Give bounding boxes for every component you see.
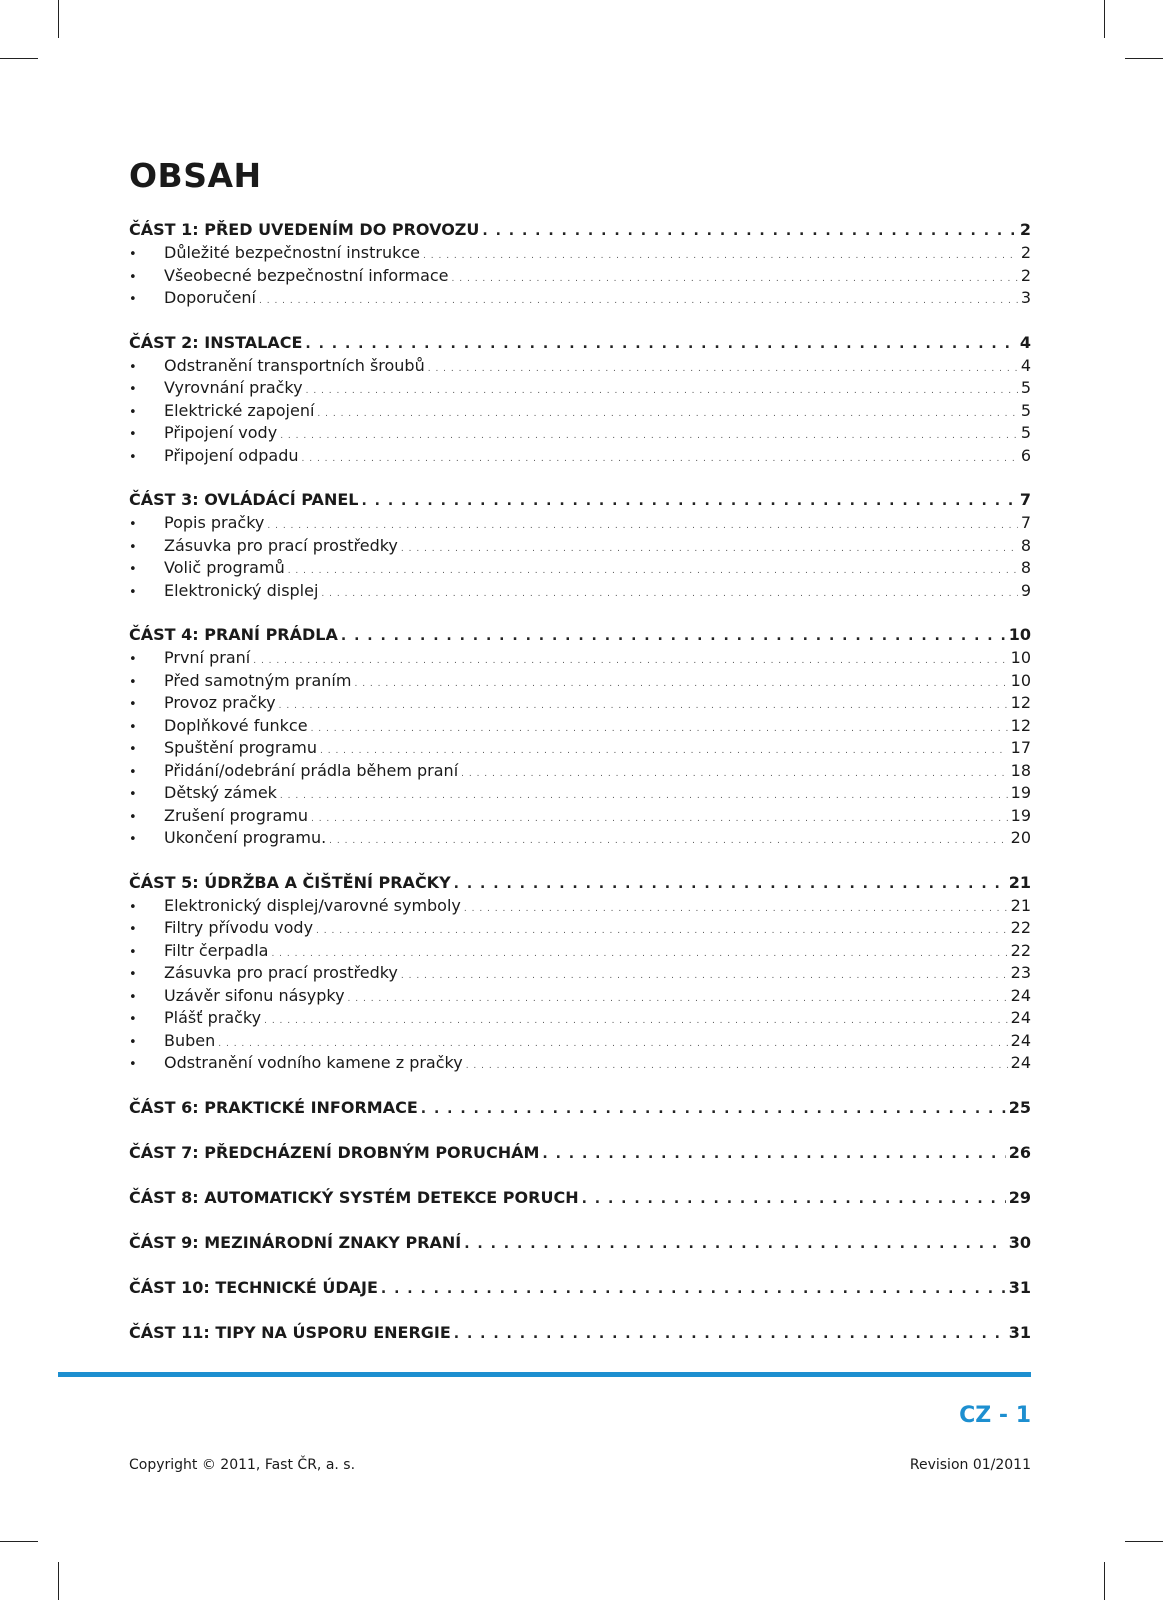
- toc-section-title: ČÁST 11: TIPY NA ÚSPORU ENERGIE: [129, 1322, 451, 1342]
- toc-section-title: ČÁST 4: PRANÍ PRÁDLA: [129, 625, 338, 644]
- toc-section-title: ČÁST 5: ÚDRŽBA A ČIŠTĚNÍ PRAČKY: [129, 872, 451, 892]
- dot-leader: [466, 1061, 1008, 1071]
- toc-entry[interactable]: [129, 558, 1031, 581]
- toc-section-title: ČÁST 9: MEZINÁRODNÍ ZNAKY PRANÍ: [129, 1232, 462, 1252]
- toc-entry-page: 24: [1010, 1053, 1031, 1072]
- dot-leader: [461, 769, 1008, 779]
- page-title: OBSAH: [129, 156, 262, 195]
- bullet-icon: •: [129, 562, 137, 577]
- toc-entry-label: Popis pračky: [164, 513, 265, 532]
- toc-entry-label: Odstranění transportních šroubů: [164, 355, 425, 375]
- toc-entry-page: 8: [1020, 558, 1031, 577]
- toc-section-page: 10: [1008, 625, 1031, 644]
- toc-entry[interactable]: [129, 1053, 1031, 1076]
- toc-entry-page: 7: [1020, 513, 1031, 532]
- bullet-icon: •: [129, 989, 137, 1005]
- toc-entry-label: Všeobecné bezpečnostní informace: [164, 265, 449, 285]
- dot-leader: [329, 836, 1007, 846]
- toc-entry-page: 22: [1010, 940, 1031, 960]
- toc-entry[interactable]: [129, 693, 1031, 716]
- toc-entry[interactable]: [129, 648, 1031, 671]
- toc-entry-page: 9: [1020, 580, 1031, 600]
- toc-section-page: 25: [1008, 1097, 1031, 1117]
- toc-entry-page: 19: [1010, 783, 1031, 802]
- toc-section-heading[interactable]: [129, 873, 1031, 896]
- dot-leader: [279, 701, 1008, 711]
- crop-mark: [58, 0, 59, 38]
- toc-section: [129, 1278, 1031, 1301]
- toc-entry-page: 5: [1020, 400, 1031, 420]
- toc-entry-label: Elektronický displej/varovné symboly: [164, 895, 461, 915]
- toc-entry[interactable]: [129, 783, 1031, 806]
- bullet-icon: •: [129, 449, 137, 465]
- toc-entry[interactable]: [129, 1008, 1031, 1031]
- toc-entry-page: 6: [1020, 445, 1031, 465]
- toc-section-title: ČÁST 7: PŘEDCHÁZENÍ DROBNÝM PORUCHÁM: [129, 1142, 540, 1162]
- bullet-icon: •: [129, 899, 137, 915]
- toc-entry-label: Zásuvka pro prací prostředky: [164, 535, 398, 555]
- dot-leader: [271, 949, 1007, 959]
- toc-entry-label: Elektronický displej: [164, 580, 319, 600]
- dot-leader: [452, 274, 1018, 284]
- dot-leader: [264, 1016, 1008, 1026]
- bullet-icon: •: [129, 517, 137, 532]
- footer-rule: [58, 1372, 1031, 1377]
- toc-entry[interactable]: [129, 243, 1031, 266]
- dot-leader: [259, 296, 1018, 306]
- toc-section-page: 29: [1008, 1187, 1031, 1207]
- toc-entry[interactable]: [129, 513, 1031, 536]
- toc-entry-label: Spuštění programu: [164, 738, 318, 757]
- dot-leader: [253, 656, 1007, 666]
- toc-entry-page: 10: [1010, 670, 1031, 690]
- toc-entry-label: Dětský zámek: [164, 783, 277, 802]
- toc-entry-page: 19: [1010, 805, 1031, 825]
- dot-leader: [428, 364, 1018, 374]
- bullet-icon: •: [129, 427, 137, 442]
- toc-entry-page: 24: [1010, 1030, 1031, 1050]
- dot-leader: [454, 1326, 1006, 1342]
- dot-leader: [582, 1191, 1006, 1207]
- toc-section-page: 31: [1008, 1322, 1031, 1342]
- toc-entry[interactable]: [129, 401, 1031, 424]
- toc-entry-label: Zásuvka pro prací prostředky: [164, 963, 398, 982]
- bullet-icon: •: [129, 832, 137, 847]
- dot-leader: [316, 926, 1008, 936]
- dot-leader: [288, 566, 1018, 576]
- crop-mark: [1125, 1541, 1163, 1542]
- toc-section-heading[interactable]: [129, 333, 1031, 356]
- dot-leader: [311, 814, 1008, 824]
- toc-section: [129, 490, 1031, 603]
- crop-mark: [1104, 1562, 1105, 1600]
- dot-leader: [317, 409, 1017, 419]
- toc-section-heading[interactable]: [129, 1188, 1031, 1211]
- toc-entry-label: Ukončení programu.: [164, 828, 327, 847]
- copyright-text: Copyright © 2011, Fast ČR, a. s.: [129, 1457, 356, 1473]
- toc-entry-page: 8: [1020, 535, 1031, 555]
- toc-entry-page: 18: [1010, 760, 1031, 780]
- toc-entry-label: Připojení vody: [164, 423, 278, 442]
- toc-entry-label: Provoz pračky: [164, 693, 276, 712]
- bullet-icon: •: [129, 674, 137, 690]
- toc-entry-page: 23: [1010, 963, 1031, 982]
- bullet-icon: •: [129, 944, 137, 960]
- crop-mark: [1125, 58, 1163, 59]
- toc-entry-page: 22: [1010, 918, 1031, 937]
- toc-section-heading[interactable]: [129, 1098, 1031, 1121]
- dot-leader: [354, 679, 1007, 689]
- toc-section-heading[interactable]: [129, 220, 1031, 243]
- bullet-icon: •: [129, 269, 137, 285]
- dot-leader: [381, 1281, 1006, 1297]
- toc-entry-label: Uzávěr sifonu násypky: [164, 985, 345, 1005]
- toc-entry-page: 12: [1010, 715, 1031, 735]
- bullet-icon: •: [129, 382, 137, 397]
- toc-entry[interactable]: [129, 806, 1031, 829]
- toc-entry-label: Zrušení programu: [164, 805, 308, 825]
- revision-text: Revision 01/2011: [909, 1457, 1031, 1473]
- toc-entry-label: Odstranění vodního kamene z pračky: [164, 1053, 463, 1072]
- toc-section-page: 26: [1008, 1142, 1031, 1162]
- bullet-icon: •: [129, 922, 137, 937]
- bullet-icon: •: [129, 764, 137, 780]
- toc-entry[interactable]: [129, 986, 1031, 1009]
- dot-leader: [421, 1101, 1006, 1117]
- toc-entry-page: 10: [1010, 648, 1031, 667]
- toc-section: [129, 1098, 1031, 1121]
- bullet-icon: •: [129, 1012, 137, 1027]
- toc-entry-page: 4: [1020, 355, 1031, 375]
- dot-leader: [267, 521, 1017, 531]
- toc-entry-page: 5: [1020, 378, 1031, 397]
- toc-section-heading[interactable]: [129, 1143, 1031, 1166]
- toc-entry-label: Filtr čerpadla: [164, 940, 269, 960]
- toc-entry-label: Doporučení: [164, 288, 256, 307]
- toc-section: [129, 220, 1031, 311]
- page-number: CZ - 1: [959, 1403, 1031, 1428]
- toc-entry-label: Vyrovnání pračky: [164, 378, 303, 397]
- toc-section-title: ČÁST 6: PRAKTICKÉ INFORMACE: [129, 1097, 418, 1117]
- toc-entry[interactable]: [129, 266, 1031, 289]
- crop-mark: [58, 1562, 59, 1600]
- bullet-icon: •: [129, 247, 137, 262]
- toc-entry-label: Plášť pračky: [164, 1008, 262, 1027]
- bullet-icon: •: [129, 967, 137, 982]
- dot-leader: [320, 746, 1008, 756]
- bullet-icon: •: [129, 652, 137, 667]
- toc-section-page: 7: [1019, 490, 1031, 509]
- toc-entry[interactable]: [129, 963, 1031, 986]
- toc-section-page: 31: [1008, 1277, 1031, 1297]
- toc-entry[interactable]: [129, 918, 1031, 941]
- toc-entry-label: Elektrické zapojení: [164, 400, 315, 420]
- toc-section-heading[interactable]: [129, 490, 1031, 513]
- toc-section: [129, 873, 1031, 1076]
- dot-leader: [311, 724, 1008, 734]
- toc-section-heading[interactable]: [129, 1233, 1031, 1256]
- dot-leader: [280, 791, 1008, 801]
- toc-entry[interactable]: [129, 581, 1031, 604]
- toc-section-page: 2: [1019, 220, 1031, 239]
- toc-entry[interactable]: [129, 288, 1031, 311]
- toc-entry[interactable]: [129, 536, 1031, 559]
- toc-section-heading[interactable]: [129, 1323, 1031, 1346]
- toc-entry-label: Před samotným praním: [164, 670, 352, 690]
- toc-entry-page: 24: [1010, 1008, 1031, 1027]
- toc-section-title: ČÁST 2: INSTALACE: [129, 332, 303, 352]
- toc-entry[interactable]: [129, 896, 1031, 919]
- toc-entry-page: 20: [1010, 828, 1031, 847]
- dot-leader: [401, 544, 1018, 554]
- toc-entry[interactable]: [129, 761, 1031, 784]
- toc-entry-label: První praní: [164, 648, 251, 667]
- dot-leader: [423, 251, 1018, 261]
- toc-entry[interactable]: [129, 941, 1031, 964]
- dot-leader: [306, 386, 1018, 396]
- crop-mark: [1104, 0, 1105, 38]
- dot-leader: [542, 1146, 1005, 1162]
- toc-entry[interactable]: [129, 356, 1031, 379]
- toc-entry[interactable]: [129, 378, 1031, 401]
- dot-leader: [361, 493, 1016, 509]
- toc-entry-label: Filtry přívodu vody: [164, 918, 314, 937]
- dot-leader: [401, 971, 1008, 981]
- bullet-icon: •: [129, 359, 137, 375]
- toc-entry-page: 17: [1010, 738, 1031, 757]
- bullet-icon: •: [129, 292, 137, 307]
- toc-entry-page: 21: [1010, 895, 1031, 915]
- toc-entry-label: Doplňkové funkce: [164, 715, 308, 735]
- bullet-icon: •: [129, 584, 137, 600]
- dot-leader: [341, 628, 1006, 644]
- toc-section: [129, 1143, 1031, 1166]
- toc-entry-label: Buben: [164, 1030, 216, 1050]
- toc-section: [129, 1233, 1031, 1256]
- toc-section-title: ČÁST 3: OVLÁDÁCÍ PANEL: [129, 490, 359, 509]
- toc-entry[interactable]: [129, 716, 1031, 739]
- table-of-contents: [129, 220, 1031, 1368]
- toc-entry-page: 12: [1010, 693, 1031, 712]
- bullet-icon: •: [129, 1057, 137, 1072]
- toc-section-heading[interactable]: [129, 625, 1031, 648]
- bullet-icon: •: [129, 697, 137, 712]
- toc-section: [129, 1323, 1031, 1346]
- toc-section-title: ČÁST 10: TECHNICKÉ ÚDAJE: [129, 1277, 378, 1297]
- dot-leader: [464, 904, 1008, 914]
- toc-section-page: 30: [1008, 1232, 1031, 1252]
- dot-leader: [302, 454, 1018, 464]
- dot-leader: [321, 589, 1017, 599]
- toc-entry-page: 24: [1010, 985, 1031, 1005]
- bullet-icon: •: [129, 404, 137, 420]
- dot-leader: [454, 876, 1006, 892]
- toc-entry-page: 2: [1020, 243, 1031, 262]
- toc-entry-label: Připojení odpadu: [164, 445, 299, 465]
- toc-entry-label: Přidání/odebrání prádla během praní: [164, 760, 459, 780]
- dot-leader: [280, 431, 1018, 441]
- toc-entry[interactable]: [129, 1031, 1031, 1054]
- toc-entry-page: 2: [1020, 265, 1031, 285]
- toc-section-page: 21: [1008, 872, 1031, 892]
- crop-mark: [0, 58, 38, 59]
- toc-entry-page: 3: [1020, 288, 1031, 307]
- toc-entry-label: Důležité bezpečnostní instrukce: [164, 243, 421, 262]
- bullet-icon: •: [129, 539, 137, 555]
- toc-entry[interactable]: [129, 423, 1031, 446]
- toc-entry[interactable]: [129, 671, 1031, 694]
- toc-entry-label: Volič programů: [164, 558, 285, 577]
- bullet-icon: •: [129, 719, 137, 735]
- toc-entry-page: 5: [1020, 423, 1031, 442]
- toc-section-title: ČÁST 1: PŘED UVEDENÍM DO PROVOZU: [129, 220, 480, 239]
- toc-section: [129, 1188, 1031, 1211]
- toc-section-heading[interactable]: [129, 1278, 1031, 1301]
- toc-entry[interactable]: [129, 446, 1031, 469]
- dot-leader: [464, 1236, 1006, 1252]
- crop-mark: [0, 1541, 38, 1542]
- toc-entry[interactable]: [129, 738, 1031, 761]
- bullet-icon: •: [129, 742, 137, 757]
- toc-entry[interactable]: [129, 828, 1031, 851]
- bullet-icon: •: [129, 1034, 137, 1050]
- dot-leader: [305, 336, 1016, 352]
- bullet-icon: •: [129, 787, 137, 802]
- dot-leader: [218, 1039, 1007, 1049]
- dot-leader: [482, 223, 1016, 239]
- toc-section: [129, 333, 1031, 469]
- toc-section: [129, 625, 1031, 851]
- toc-section-title: ČÁST 8: AUTOMATICKÝ SYSTÉM DETEKCE PORUCH: [129, 1187, 579, 1207]
- toc-section-page: 4: [1019, 332, 1031, 352]
- dot-leader: [348, 994, 1008, 1004]
- bullet-icon: •: [129, 809, 137, 825]
